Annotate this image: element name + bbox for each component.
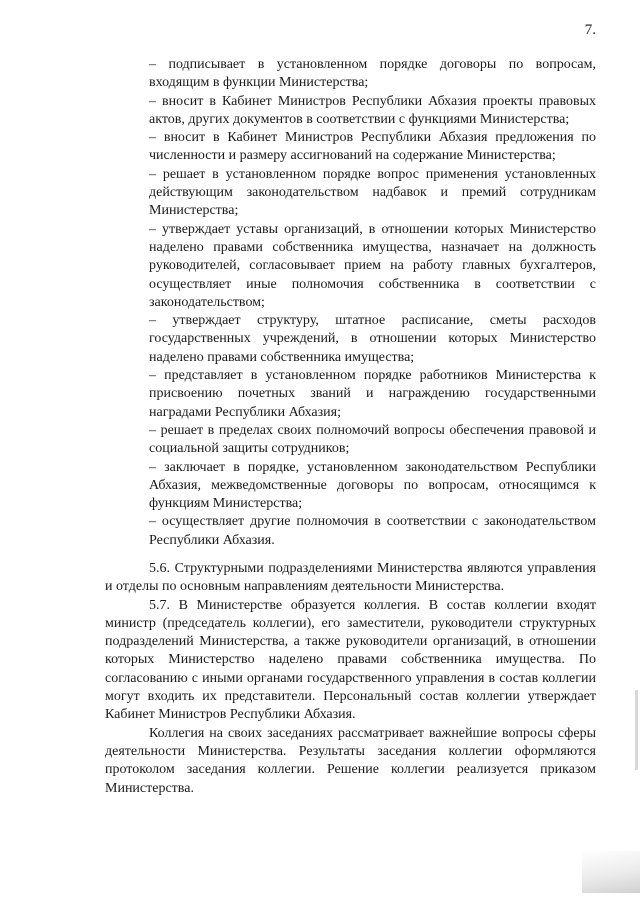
scan-artifact [635, 690, 638, 770]
scan-shadow [582, 851, 640, 893]
list-item: – утверждает уставы организаций, в отношении которых Министерство наделено правами собственника имущества, назначает на должность руководителей, согласовывает прием на работу главных бухгалтеров, осуществляет иные полномочия собственника в соответствии с законодательством; [149, 221, 596, 310]
list-item: – утверждает структуру, штатное расписание, сметы расходов государственных учреждений, в отношении которых Министерство наделено правами собственника имущества; [149, 313, 596, 365]
list-item: – подписывает в установленном порядке договоры по вопросам, входящим в функции Министерства; [149, 57, 596, 91]
body-text [105, 560, 596, 798]
list-item: – вносит в Кабинет Министров Республики Абхазия проекты правовых актов, других документов в соответствии с функциями Министерства; [149, 93, 596, 127]
list-item: – осуществляет другие полномочия в соответствии с законодательством Республики Абхазия. [149, 514, 596, 548]
list-item: – представляет в установленном порядке работников Министерства к присвоению почетных званий и награждению государственными наградами Республики Абхазия; [149, 368, 596, 420]
paragraph-collegium-meetings: Коллегия на своих заседаниях рассматривает важнейшие вопросы сферы деятельности Министерства. Результаты заседания коллегии оформляются протоколом заседания коллегии. Решение коллегии реализуется приказом Министерства. [105, 725, 596, 796]
list-item: – решает в пределах своих полномочий вопросы обеспечения правовой и социальной защиты сотрудников; [149, 422, 596, 457]
list-item: – решает в установленном порядке вопрос применения установленных действующим законодательством надбавок и премий сотрудникам Министерства; [149, 166, 596, 219]
powers-list [149, 56, 596, 550]
list-item: – вносит в Кабинет Министров Республики Абхазия предложения по численности и размеру ассигнований на содержание Министерства; [149, 130, 596, 164]
list-item: – заключает в порядке, установленном законодательством Республики Абхазия, межведомственные договоры по вопросам, относящимся к функциям Министерства; [149, 459, 596, 512]
paragraph-collegium: 5.7. В Министерстве образуется коллегия. В состав коллегии входят министр (председатель коллегии), его заместители, руководители структурных подразделений Министерства, а также руководители организаций, в отношении которых Министерство наделено правами собственника имущества. По согласованию с иными органами государственного управления в состав коллегии могут входить их представители. Персональный состав коллегии утверждает Кабинет Министров Республики Абхазия. [105, 597, 596, 723]
paragraph-structural-units: 5.6. Структурными подразделениями Министерства являются управления и отделы по основным направлениям деятельности Министерства. [105, 561, 596, 595]
page-number: 7. [584, 22, 596, 38]
